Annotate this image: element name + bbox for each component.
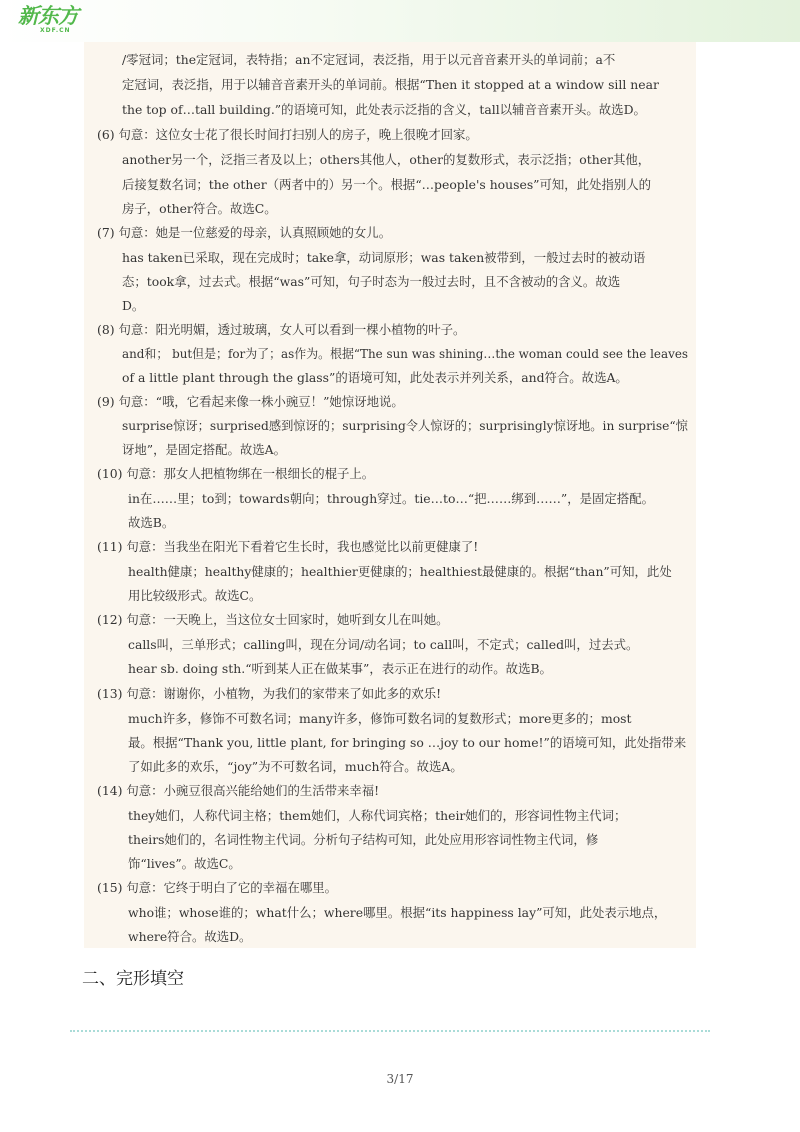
explanation-line: theirs她们的，名词性物主代词。分析句子结构可知，此处应用形容词性物主代词，修 [128, 832, 599, 847]
question-line: (10) 句意：那女人把植物绑在一根细长的棍子上。 [97, 466, 375, 481]
explanation-line: 饰“lives”。故选C。 [128, 856, 241, 871]
explanation-line: health健康；healthy健康的；healthier更健康的；healthiest最健康的。根据“than”可知，此处 [128, 564, 672, 579]
explanation-line: where符合。故选D。 [128, 929, 252, 944]
explanation-line: calls叫，三单形式；calling叫，现在分词/动名词；to call叫，不定式；called叫，过去式。 [128, 637, 639, 652]
explanation-line: the top of…tall building.”的语境可知，此处表示泛指的含义，tall以辅音音素开头。故选D。 [122, 102, 646, 117]
explanation-line: they她们，人称代词主格；them她们，人称代词宾格；their她们的，形容词性物主代词； [128, 808, 627, 823]
question-line: (7) 句意：她是一位慈爱的母亲，认真照顾她的女儿。 [97, 225, 392, 240]
explanation-line: of a little plant through the glass”的语境可知，此处表示并列关系，and符合。故选A。 [122, 370, 628, 385]
logo-sub-text: XDF.CN [40, 27, 71, 34]
explanation-line: and和； but但是；for为了；as作为。根据“The sun was shining…the woman could see the leaves [122, 346, 688, 361]
explanation-line: 讶地”，是固定搭配。故选A。 [122, 442, 286, 457]
explanation-line: surprise惊讶；surprised感到惊讶的；surprising令人惊讶的；surprisingly惊讶地。in surprise“惊 [122, 418, 688, 433]
explanation-line: has taken已采取，现在完成时；take拿，动词原形；was taken被带到，一般过去时的被动语 [122, 250, 646, 265]
question-line: (8) 句意：阳光明媚，透过玻璃，女人可以看到一棵小植物的叶子。 [97, 322, 466, 337]
explanation-line: 了如此多的欢乐，“joy”为不可数名词，much符合。故选A。 [128, 759, 463, 774]
question-line: (11) 句意：当我坐在阳光下看着它生长时，我也感觉比以前更健康了! [97, 539, 479, 554]
explanation-line: who谁；whose谁的；what什么；where哪里。根据“its happiness lay”可知，此处表示地点， [128, 905, 667, 920]
footer-divider [70, 1030, 710, 1032]
logo-text: 新东方 [18, 4, 78, 28]
section-heading: 二、完形填空 [82, 969, 184, 989]
question-line: (15) 句意：它终于明白了它的幸福在哪里。 [97, 880, 338, 895]
explanation-line: 定冠词，表泛指，用于以辅音音素开头的单词前。根据“Then it stopped at a window sill near [122, 77, 659, 92]
explanation-line: 后接复数名词；the other（两者中的）另一个。根据“…people's houses”可知，此处指别人的 [122, 177, 652, 192]
explanation-line: 态；took拿，过去式。根据“was”可知，句子时态为一般过去时，且不含被动的含义。故选 [122, 274, 621, 289]
question-line: (12) 句意：一天晚上，当这位女士回家时，她听到女儿在叫她。 [97, 612, 449, 627]
explanation-line: hear sb. doing sth.“听到某人正在做某事”，表示正在进行的动作。故选B。 [128, 661, 552, 676]
question-line: (13) 句意：谢谢你，小植物，为我们的家带来了如此多的欢乐! [97, 686, 442, 701]
question-line: (14) 句意：小豌豆很高兴能给她们的生活带来幸福! [97, 783, 380, 798]
explanation-line: 故选B。 [128, 515, 175, 530]
question-line: (9) 句意：“哦，它看起来像一株小豌豆！”她惊讶地说。 [97, 394, 404, 409]
xdf-logo [18, 6, 78, 34]
explanation-line: 最。根据“Thank you, little plant, for bringing so …joy to our home!”的语境可知，此处指带来 [128, 735, 687, 750]
explanation-line: in在……里；to到；towards朝向；through穿过。tie…to…“把……绑到……”，是固定搭配。 [128, 491, 654, 506]
explanation-line: another另一个，泛指三者及以上；others其他人，other的复数形式，表示泛指；other其他， [122, 152, 651, 167]
explanation-line: /零冠词；the定冠词，表特指；an不定冠词，表泛指，用于以元音音素开头的单词前；a不 [122, 52, 616, 67]
explanation-line: 用比较级形式。故选C。 [128, 588, 262, 603]
page-number: 3/17 [386, 1072, 414, 1086]
explanation-line: D。 [122, 298, 145, 313]
explanation-line: much许多，修饰不可数名词；many许多，修饰可数名词的复数形式；more更多的；most [128, 711, 632, 726]
header-bar [0, 0, 800, 42]
explanation-line: 房子，other符合。故选C。 [122, 201, 277, 216]
question-line: (6) 句意：这位女士花了很长时间打扫别人的房子，晚上很晚才回家。 [97, 127, 478, 142]
